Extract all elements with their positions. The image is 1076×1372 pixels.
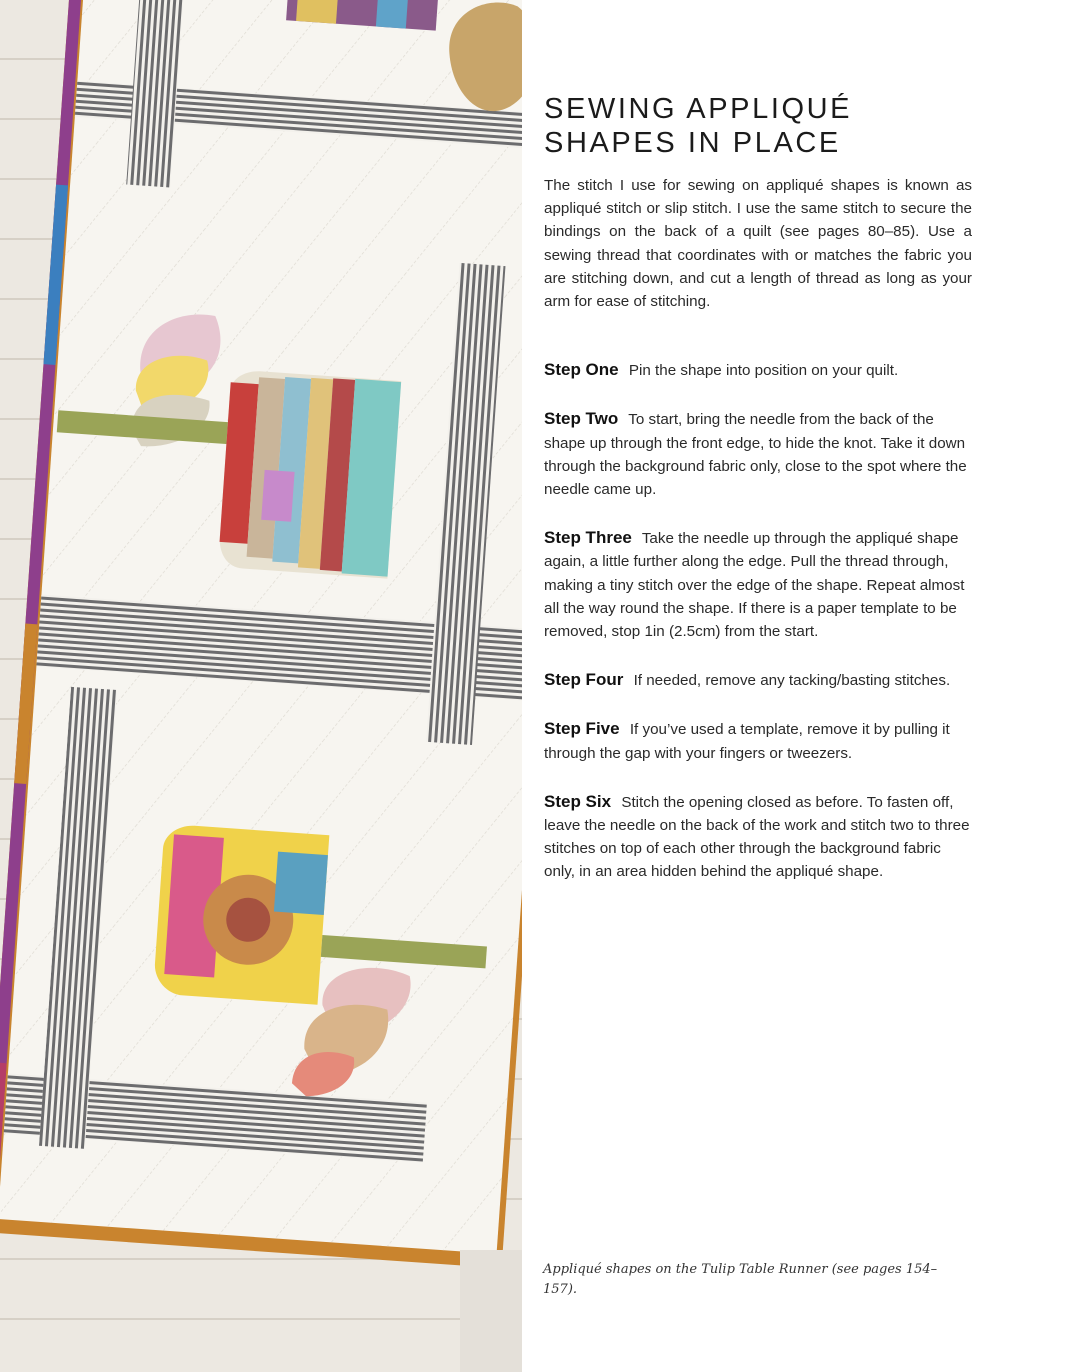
step-label: Step Five — [544, 719, 620, 739]
step-six — [544, 790, 972, 884]
step-label: Step Two — [544, 409, 619, 429]
step-text: To start, bring the needle from the back of the shape up through the front edge, to hide the knot. Take it down through the background fabric only, close to the spot where the needle came up. — [544, 411, 967, 499]
step-text: Pin the shape into position on your quilt. — [628, 362, 899, 380]
tulip-table-runner-image — [0, 0, 522, 1372]
step-five — [544, 717, 972, 764]
steps-list — [544, 358, 972, 883]
step-text: If needed, remove any tacking/basting stitches. — [633, 672, 951, 690]
step-one — [544, 358, 972, 382]
intro-paragraph: The stitch I use for sewing on appliqué shapes is known as appliqué stitch or slip stitch. I use the same stitch to secure the bindings on the back of a quilt (see pages 80–85). Use a sewing thread that coordinates with or matches the fabric you are stitching down, and cut a length of thread as long as your arm for ease of stitching. — [544, 177, 972, 311]
page-title-line-2: SHAPES IN PLACE — [544, 127, 841, 159]
step-three — [544, 526, 972, 643]
step-four — [544, 668, 972, 692]
step-label: Step Four — [544, 670, 624, 690]
step-two — [544, 407, 972, 501]
page-title — [544, 92, 972, 160]
instructions-column — [544, 92, 972, 909]
step-text: Take the needle up through the appliqué shape again, a little further along the edge. Pull the thread through, making a tiny stitch over the edge of the shape. Repeat almost all the way round the shape. If there is a paper template to be removed, stop 1in (2.5cm) from the start. — [544, 530, 965, 641]
page-title-line-1: SEWING APPLIQUÉ — [544, 93, 853, 125]
step-text: If you’ve used a template, remove it by pulling it through the gap with your fingers or tweezers. — [544, 721, 950, 762]
step-label: Step One — [544, 360, 619, 380]
step-label: Step Six — [544, 791, 612, 811]
quilt-photo — [0, 0, 522, 1372]
photo-caption: Appliqué shapes on the Tulip Table Runner (see pages 154–157). — [543, 1262, 938, 1297]
step-text: Stitch the opening closed as before. To fasten off, leave the needle on the back of the work and stitch two to three stitches on top of each other through the background fabric only, in an area hidden behind the appliqué shape. — [544, 793, 970, 881]
step-label: Step Three — [544, 528, 632, 548]
